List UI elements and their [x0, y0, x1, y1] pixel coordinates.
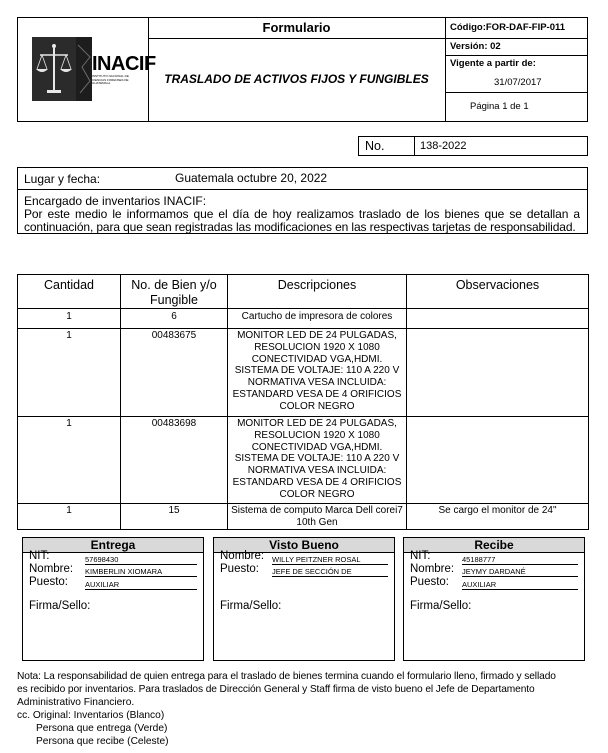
visto-name-label: Nombre: [220, 550, 265, 562]
inacif-logo [32, 37, 156, 101]
cell-quantity: 1 [18, 309, 121, 329]
cell-observation [407, 309, 589, 329]
cell-quantity: 1 [18, 417, 121, 504]
place-date-value: Guatemala octubre 20, 2022 [175, 171, 328, 185]
footer-cc-1: cc. Original: Inventarios (Blanco) [17, 710, 165, 721]
visto-name-field[interactable]: WILLY PEITZNER ROSAL [272, 555, 388, 565]
form-title: TRASLADO DE ACTIVOS FIJOS Y FUNGIBLES [164, 72, 429, 86]
valid-from-label: Vigente a partir de: [450, 58, 536, 69]
letter-body-line-2: continuación, para que sean registradas las modificaciones en las respectivas tarjetas de responsabilidad. [24, 220, 576, 234]
footer-cc-2: Persona que entrega (Verde) [36, 723, 168, 734]
cell-asset-number: 00483675 [121, 329, 228, 417]
header-meta-line-2 [445, 55, 588, 56]
number-value: 138-2022 [420, 140, 467, 152]
number-label: No. [365, 139, 385, 153]
table-row [18, 504, 589, 530]
recibe-name-field[interactable]: JEYMY DARDANÉ [462, 567, 578, 577]
header-meta-line-3 [445, 92, 588, 93]
recibe-post-field[interactable]: AUXILIAR [462, 580, 578, 590]
cell-description: Cartucho de impresora de colores [228, 309, 407, 329]
logo-subtitle: INSTITUTO NACIONAL DE CIENCIAS FORENSES DE GUATEMALA [92, 74, 129, 86]
number-box [358, 136, 588, 156]
footer-note-line-1: Nota: La responsabilidad de quien entrega para el traslado de bienes termina cuando el formulario lleno, firmado y sellado [17, 671, 556, 682]
visto-sign-label: Firma/Sello: [220, 600, 282, 612]
cell-observation [407, 417, 589, 504]
page-number: Página 1 de 1 [470, 101, 529, 112]
letter-divider [17, 189, 588, 190]
header-descriptions: Descripciones [228, 275, 407, 309]
table-header-row [18, 275, 589, 309]
recibe-name-label: Nombre: [410, 563, 455, 575]
cell-description: Sistema de computo Marca Dell corei7 10th Gen [228, 504, 407, 530]
entrega-post-field[interactable]: AUXILIAR [85, 580, 197, 590]
cell-observation: Se cargo el monitor de 24" [407, 504, 589, 530]
entrega-sign-label: Firma/Sello: [29, 600, 91, 612]
header-divider-right [445, 17, 446, 122]
cell-asset-number: 15 [121, 504, 228, 530]
cell-asset-number: 00483698 [121, 417, 228, 504]
header-title-underline [148, 38, 445, 39]
cell-description: MONITOR LED DE 24 PULGADAS, RESOLUCION 1920 X 1080 CONECTIVIDAD VGA,HDMI. SISTEMA DE VOLTAJE: 110 A 220 V NORMATIVA VESA INCLUIDA: ESTANDARD VESA DE 4 ORIFICIOS COLOR NEGRO [228, 329, 407, 417]
addressee: Encargado de inventarios INACIF: [24, 194, 207, 208]
header-asset-number: No. de Bien y/o Fungible [121, 275, 228, 309]
letter-body-line-1: Por este medio le informamos que el día de hoy realizamos traslado de los bienes que se detallan a [24, 207, 580, 221]
recibe-nit-label: NIT: [410, 550, 431, 562]
visto-bueno-title: Visto Bueno [214, 538, 394, 553]
form-version: Versión: 02 [450, 41, 501, 52]
footer-note-line-3: Administrativo Financiero. [17, 697, 135, 708]
entrega-nit-field[interactable]: 57698430 [85, 555, 197, 565]
cell-description: MONITOR LED DE 24 PULGADAS, RESOLUCION 1920 X 1080 CONECTIVIDAD VGA,HDMI. SISTEMA DE VOLTAJE: 110 A 220 V NORMATIVA VESA INCLUIDA: ESTANDARD VESA DE 4 ORIFICIOS COLOR NEGRO [228, 417, 407, 504]
valid-from-date: 31/07/2017 [494, 77, 542, 88]
visto-post-label: Puesto: [220, 563, 259, 575]
entrega-name-field[interactable]: KIMBERLIN XIOMARA [85, 567, 197, 577]
footer-cc-3: Persona que recibe (Celeste) [36, 736, 169, 747]
entrega-name-label: Nombre: [29, 563, 74, 575]
recibe-sign-label: Firma/Sello: [410, 600, 472, 612]
cell-quantity: 1 [18, 329, 121, 417]
recibe-title: Recibe [404, 538, 584, 553]
form-code: Código:FOR-DAF-FIP-011 [450, 22, 566, 33]
entrega-title: Entrega [23, 538, 203, 553]
recibe-post-label: Puesto: [410, 576, 449, 588]
logo-text: INACIF [92, 53, 156, 75]
cell-asset-number: 6 [121, 309, 228, 329]
table-row [18, 329, 589, 417]
entrega-post-label: Puesto: [29, 576, 68, 588]
visto-post-field[interactable]: JEFE DE SECCIÓN DE [272, 567, 388, 577]
entrega-nit-label: NIT: [29, 550, 50, 562]
signature-box-recibe [403, 537, 585, 661]
signature-box-entrega [22, 537, 204, 661]
number-divider [414, 136, 415, 156]
table-row [18, 309, 589, 329]
items-table [17, 274, 589, 530]
signature-box-visto-bueno [213, 537, 395, 661]
header-quantity: Cantidad [18, 275, 121, 309]
recibe-nit-field[interactable]: 45188777 [462, 555, 578, 565]
cell-quantity: 1 [18, 504, 121, 530]
cell-observation [407, 329, 589, 417]
header-meta-line-1 [445, 38, 588, 39]
footer-note-line-2: es recibido por inventarios. Para traslados de Dirección General y Staff firma de visto bueno el Jefe de Departamento [17, 684, 535, 695]
form-label: Formulario [262, 20, 331, 35]
place-date-label: Lugar y fecha: [24, 172, 101, 186]
header-observations: Observaciones [407, 275, 589, 309]
table-row [18, 417, 589, 504]
